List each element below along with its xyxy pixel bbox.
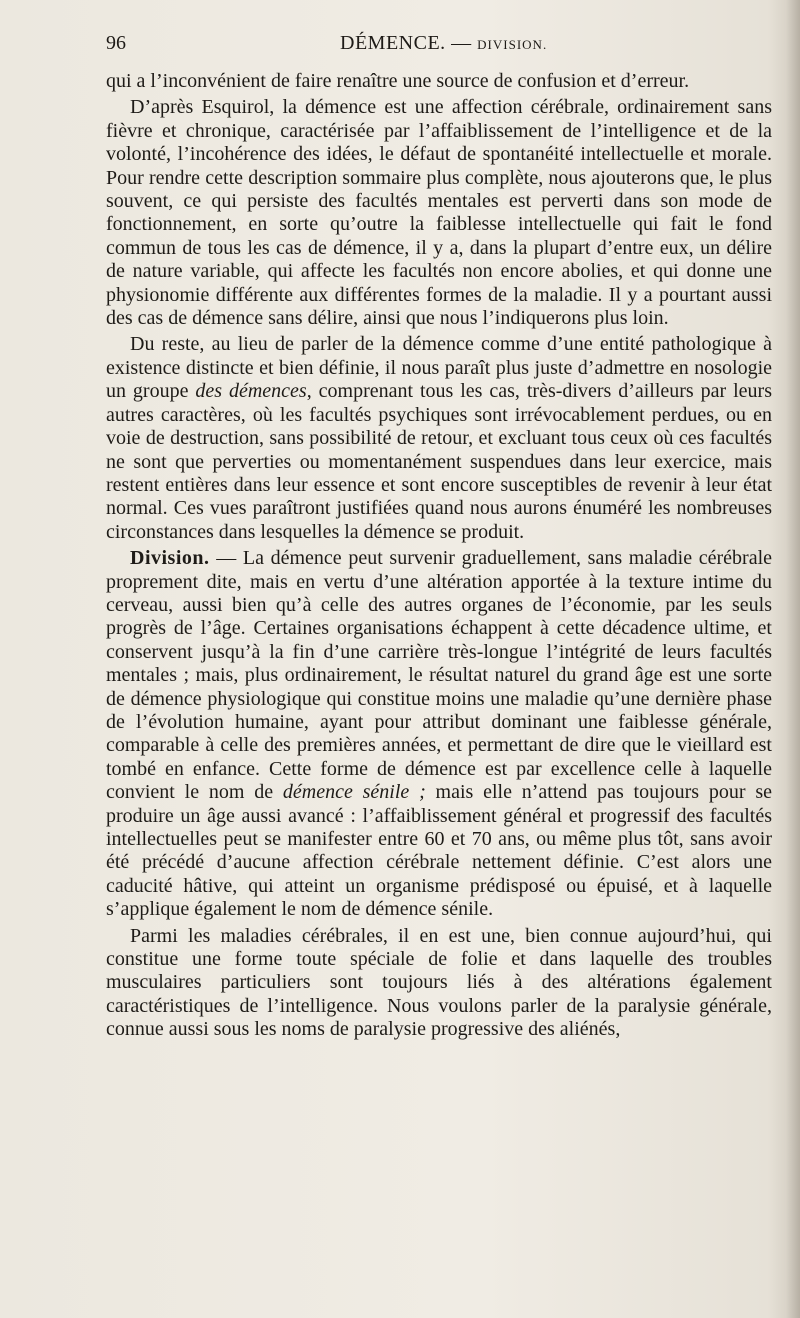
section-lead-division: Division. xyxy=(130,547,210,570)
title-main: DÉMENCE. xyxy=(340,32,446,54)
paragraph-continuation xyxy=(106,70,772,93)
paragraph-text-after: mais elle n’attend pas toujours pour se produire un âge aussi avancé : l’affaiblissement général et progressif des facultés intellectuelles peut se manifester entre 60 et 70 ans, ou même plus tôt, sans avoir été précédé d’aucune affection cérébrale nettement définie. C’est alors une caducité hâtive, qui atteint un organisme prédisposé ou épuisé, et à laquelle s’applique également le nom de démence sénile. xyxy=(106,781,772,921)
paragraph-text: D’après Esquirol, la démence est une affection cérébrale, ordinairement sans fièvre et chronique, caractérisée par l’affaiblissement de l’intelligence et de la volonté, l’incohérence des idées, le défaut de spontanéité intellectuelle et morale. Pour rendre cette description sommaire plus complète, nous ajouterons que, le plus souvent, ce qui persiste des facultés mentales est perverti dans son mode de fonctionnement, en sorte qu’outre la faiblesse intellectuelle qui fait le fond commun de tous les cas de démence, il y a, dans la plupart d’entre eux, un délire de nature variable, qui affecte les facultés non encore abolies, et qui donne une physionomie différente aux différentes formes de la maladie. Il y a pourtant aussi des cas de démence sans délire, ainsi que nous l’indiquerons plus loin. xyxy=(106,96,772,330)
page-edge-shadow xyxy=(786,0,800,1318)
paragraph-esquirol-definition xyxy=(106,96,772,330)
paragraph-group-of-dementias xyxy=(106,333,772,544)
running-header xyxy=(106,30,766,60)
page-number: 96 xyxy=(106,32,126,54)
paragraph-general-paralysis xyxy=(106,925,772,1042)
title-separator: — xyxy=(451,32,472,54)
italic-term: des démences xyxy=(195,380,307,403)
paragraph-text-before: Du reste, au lieu de parler de la démence comme d’une entité pathologique à existence distincte et bien définie, il nous paraît plus juste d’admettre en nosologie un groupe xyxy=(106,333,772,403)
paragraph-text-after: , comprenant tous les cas, très-divers d’ailleurs par leurs autres caractères, où les facultés psychiques sont irrévocablement perdues, ou en voie de destruction, sans possibilité de retour, et excluant tous ceux où ces facultés ne sont que perverties ou momentanément suspendues dans leur exercice, mais restent entières dans leur essence et sont encore susceptibles de revenir à leur état normal. Ces vues paraîtront justifiées quand nous aurons énuméré les nombreuses circonstances dans lesquelles la démence se produit. xyxy=(106,380,772,543)
running-title xyxy=(340,32,547,55)
page-body xyxy=(106,70,772,1042)
paragraph-text: Parmi les maladies cérébrales, il en est une, bien connue aujourd’hui, qui constitue une forme toute spéciale de folie et dans laquelle des troubles musculaires particuliers sont toujours liés à des altérations également caractéristiques de l’intelligence. Nous voulons parler de la paralysie générale, connue aussi sous les noms de paralysie progressive des aliénés, xyxy=(106,924,772,1041)
italic-term: démence sénile ; xyxy=(282,781,426,804)
paragraph-text: qui a l’inconvénient de faire renaître une source de confusion et d’erreur. xyxy=(106,70,690,92)
paragraph-division xyxy=(106,547,772,922)
paragraph-text-before: — La démence peut survenir graduellement, sans maladie cérébrale proprement dite, mais en vertu d’une altération apportée à la texture intime du cerveau, aussi bien qu’à celle des autres organes de l’économie, par les seuls progrès de l’âge. Certaines organisations échappent à cette décadence ultime, et conservent jusqu’à la fin d’une carrière très-longue l’intégrité de leurs facultés mentales ; mais, plus ordinairement, le résultat naturel du grand âge est une sorte de démence physiologique qui constitue moins une maladie qu’une dernière phase de l’évolution humaine, ayant pour attribut dominant une faiblesse générale, comparable à celle des premières années, et permettant de dire que le vieillard est tombé en enfance. Cette forme de démence est par excellence celle à laquelle convient le nom de xyxy=(106,547,772,804)
title-section: DIVISION. xyxy=(477,37,548,52)
